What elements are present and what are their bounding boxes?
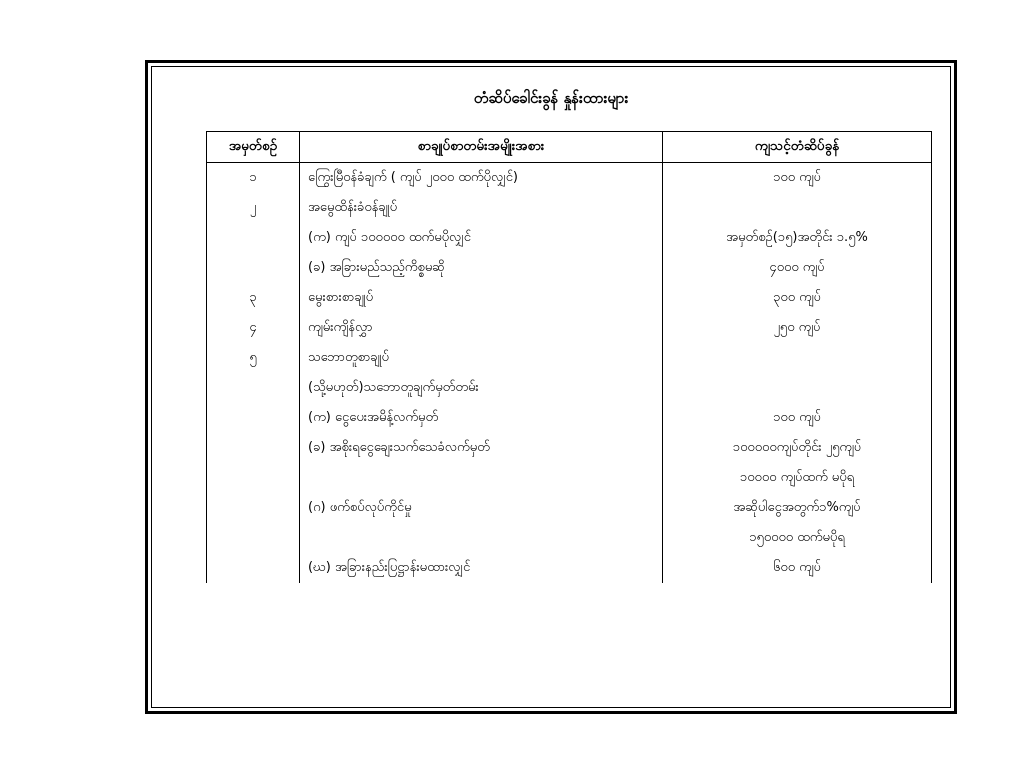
header-document-type: စာချုပ်စာတမ်းအမျိုးအစား [300, 132, 663, 163]
header-fee: ကျသင့်တံဆိပ်ခွန် [663, 132, 932, 163]
row-document [300, 523, 663, 553]
row-document: ကျမ်းကျိန်လွှာ [300, 313, 663, 343]
row-fee: ၁၅၀၀၀၀ ထက်မပိုရ [663, 523, 932, 553]
row-fee: အဆိုပါငွေအတွက်၁%ကျပ် [663, 493, 932, 523]
row-document: အမွေထိန်းခံဝန်ချုပ် [300, 193, 663, 223]
row-document: မွေးစားစာချုပ် [300, 283, 663, 313]
row-number: ၁ [207, 163, 300, 194]
row-document: (ခ) အစိုးရငွေချေးသက်သေခံလက်မှတ် [300, 433, 663, 463]
row-fee: ၁၀၀၀၀၀ကျပ်တိုင်း ၂၅ကျပ် [663, 433, 932, 463]
row-fee: ၄၀၀၀ ကျပ် [663, 253, 932, 283]
row-number: ၅ [207, 343, 300, 373]
row-fee [663, 373, 932, 403]
table-row [207, 163, 932, 194]
row-number: ၄ [207, 313, 300, 343]
page-frame [145, 60, 957, 714]
row-number [207, 373, 300, 403]
row-document: (ဂ) ဖက်စပ်လုပ်ကိုင်မှု [300, 493, 663, 523]
table-row [207, 553, 932, 583]
row-fee: အမှတ်စဉ်(၁၅)အတိုင်း ၁.၅% [663, 223, 932, 253]
row-number: ၃ [207, 283, 300, 313]
table-row [207, 373, 932, 403]
row-fee: ၁၀၀ ကျပ် [663, 163, 932, 194]
table-row [207, 463, 932, 493]
header-number: အမှတ်စဉ် [207, 132, 300, 163]
row-document: (က) ကျပ် ၁၀၀၀၀၀ ထက်မပိုလျှင် [300, 223, 663, 253]
page-title: တံဆိပ်ခေါင်းခွန် နှုန်းထားများ [473, 89, 629, 107]
row-fee: ၁၀၀ ကျပ် [663, 403, 932, 433]
table-row [207, 283, 932, 313]
row-fee: ၂၅၀ ကျပ် [663, 313, 932, 343]
row-document: (ခ) အခြားမည်သည့်ကိစ္စမဆို [300, 253, 663, 283]
row-number [207, 253, 300, 283]
row-fee: ၃၀၀ ကျပ် [663, 283, 932, 313]
table-row [207, 523, 932, 553]
row-number [207, 493, 300, 523]
table-header-row [207, 132, 932, 163]
row-document: (ဃ) အခြားနည်းပြဋ္ဌာန်းမထားလျှင် [300, 553, 663, 583]
row-number: ၂ [207, 193, 300, 223]
table-row [207, 403, 932, 433]
row-fee: ၁၀၀၀၀ ကျပ်ထက် မပိုရ [663, 463, 932, 493]
table-row [207, 433, 932, 463]
table-row [207, 343, 932, 373]
row-document: သဘောတူစာချုပ် [300, 343, 663, 373]
row-document: ကြွေးမြီဝန်ခံချက် ( ကျပ် ၂၀၀၀ ထက်ပိုလျှင်) [300, 163, 663, 194]
row-number [207, 463, 300, 493]
row-document [300, 463, 663, 493]
row-fee [663, 343, 932, 373]
table-row [207, 223, 932, 253]
table-row [207, 313, 932, 343]
row-document: (သို့မဟုတ်)သဘောတူချက်မှတ်တမ်း [300, 373, 663, 403]
row-number [207, 223, 300, 253]
stamp-duty-table [206, 131, 932, 583]
table-row [207, 493, 932, 523]
table-row [207, 253, 932, 283]
row-number [207, 553, 300, 583]
row-number [207, 433, 300, 463]
row-fee [663, 193, 932, 223]
row-number [207, 403, 300, 433]
row-document: (က) ငွေပေးအမိန့်လက်မှတ် [300, 403, 663, 433]
row-fee: ၆၀၀ ကျပ် [663, 553, 932, 583]
row-number [207, 523, 300, 553]
table-row [207, 193, 932, 223]
